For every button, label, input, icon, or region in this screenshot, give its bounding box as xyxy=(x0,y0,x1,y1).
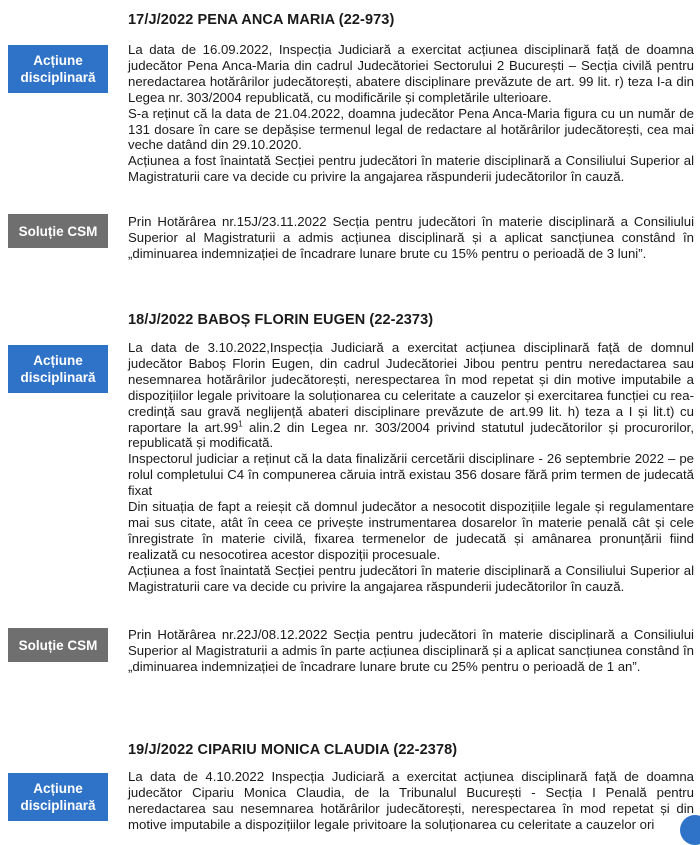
solution-text: Prin Hotărârea nr.15J/23.11.2022 Secția pentru judecători în materie disciplinară a Consiliului Superior al Magistraturii a admis acțiunea disciplinară și a aplicat sancțiunea constând în „diminuarea indemnizației de încadrare lunare brute cu 15% pentru o perioadă de 3 luni”. xyxy=(128,214,694,261)
action-badge: Acțiune disciplinară xyxy=(8,345,108,393)
action-paragraph: Din situația de fapt a reieșit că domnul judecător a nesocotit dispozițiile legale și regulamentare mai sus citate, atât în ceea ce privește instrumentarea dosarelor în materie penală cât și cele înregistrate în materie civilă, fixarea termenelor de judecată și amânarea pronunțării fiind realizată cu nesocotirea acestor dispoziții procesuale. xyxy=(128,499,694,562)
action-text xyxy=(128,340,694,595)
page-corner-decoration xyxy=(680,815,700,845)
action-paragraph: La data de 3.10.2022,Inspecția Judiciară a exercitat acțiunea disciplinară față de domnul judecător Baboș Florin Eugen, din cadrul Judecătoriei Jibou pentru pentru neredactarea sau nesemnarea hotărârilor judecătorești, nerespectarea în mod repetat și din motive imputabile a dispozițiilor legale privitoare la soluționarea cu celeritate a cauzelor și exercitarea funcției cu rea-credință sau gravă neglijență abateri disciplinare prevăzute de art.99 lit. h) teza a I și lit.t) cu raportare la $art.99^1$ alin.2 din Legea nr. 303/2004 privind statutul judecătorilor și procurorilor, republicată și modificată. xyxy=(128,340,694,451)
solution-text: Prin Hotărârea nr.22J/08.12.2022 Secția pentru judecători în materie disciplinară a Consiliului Superior al Magistraturii a admis în parte acțiunea disciplinară și a aplicat sancțiunea constând în „diminuarea indemnizației de încadrare lunare brute cu 25% pentru o perioadă de 1 an”. xyxy=(128,627,694,674)
solution-badge: Soluție CSM xyxy=(8,214,108,248)
action-badge: Acțiune disciplinară xyxy=(8,45,108,93)
action-text xyxy=(128,42,694,185)
action-paragraph: La data de 16.09.2022, Inspecția Judiciară a exercitat acțiunea disciplinară față de doamna judecător Pena Anca-Maria din cadrul Judecătoriei Sectorului 2 București – Secția civilă pentru neredactarea hotărârilor judecătorești, abatere disciplinare prevăzute de art. 99 lit. r) teza I-a din Legea nr. 303/2004 republicată, cu modificările și completările ulterioare. xyxy=(128,42,694,105)
case-title: 19/J/2022 CIPARIU MONICA CLAUDIA (22-2378) xyxy=(128,742,458,758)
case-title: 18/J/2022 BABOȘ FLORIN EUGEN (22-2373) xyxy=(128,312,434,328)
action-paragraph: Acțiunea a fost înaintată Secției pentru judecători în materie disciplinară a Consiliului Superior al Magistraturii care va decide cu privire la angajarea răspunderii judecătorilor în cauză. xyxy=(128,562,694,594)
action-paragraph: Inspectorul judiciar a reținut că la data finalizării cercetării disciplinare - 26 septembrie 2022 – pe rolul completului C4 în compunerea căruia intră existau 356 dosare fără prim termen de judecată fixat xyxy=(128,451,694,499)
case-title: 17/J/2022 PENA ANCA MARIA (22-973) xyxy=(128,12,395,28)
action-paragraph: S-a reținut că la data de 21.04.2022, doamna judecător Pena Anca-Maria figura cu un număr de 131 dosare în care se depășise termenul legal de redactare al hotărârilor judecătorești, cea mai veche datând din 29.10.2020. xyxy=(128,105,694,153)
action-badge: Acțiune disciplinară xyxy=(8,773,108,821)
solution-badge: Soluție CSM xyxy=(8,628,108,662)
action-paragraph: Acțiunea a fost înaintată Secției pentru judecători în materie disciplinară a Consiliului Superior al Magistraturii care va decide cu privire la angajarea răspunderii judecătorilor în cauză. xyxy=(128,153,694,185)
action-text: La data de 4.10.2022 Inspecția Judiciară a exercitat acțiunea disciplinară față de doamna judecător Cipariu Monica Claudia, de la Tribunalul București - Secția I Penală pentru neredactarea sau nesemnarea hotărârilor judecătorești, nerespectarea în mod repetat și din motive imputabile a dispozițiilor legale privitoare la soluționarea cu celeritate a cauzelor ori xyxy=(128,769,694,832)
